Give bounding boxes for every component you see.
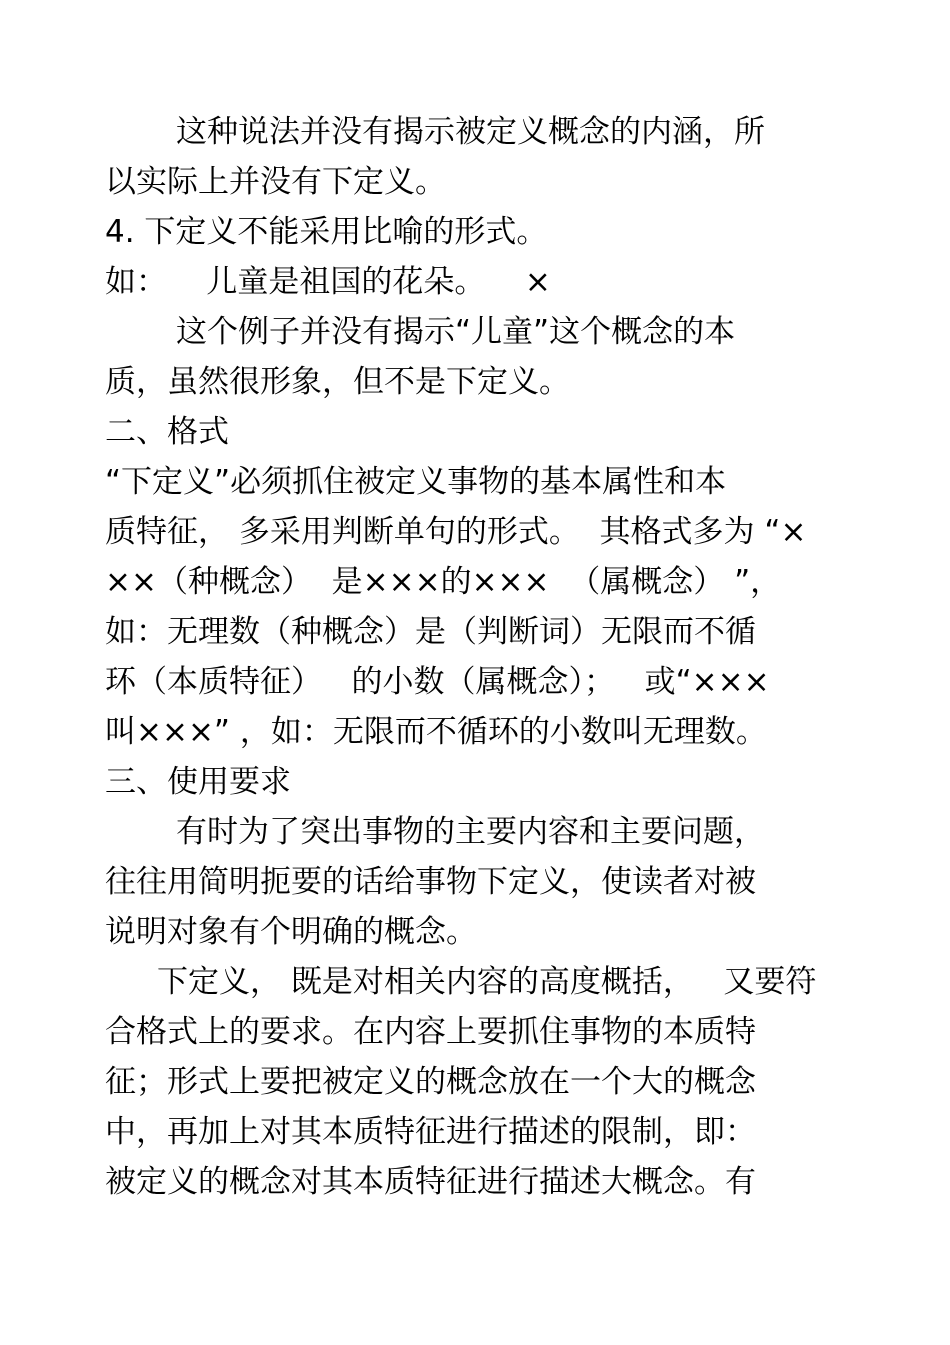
text-line-1: 这种说法并没有揭示被定义概念的内涵，所 (176, 114, 765, 150)
text-line-15: 有时为了突出事物的主要内容和主要问题， (176, 814, 765, 850)
text-line-6: 质，虽然很形象，但不是下定义。 (105, 364, 570, 400)
text-line-11: 如：无理数（种概念）是（判断词）无限而不循 (105, 614, 756, 650)
text-line-20: 征；形式上要把被定义的概念放在一个大的概念 (105, 1064, 756, 1100)
text-line-10: ××（种概念） 是×××的××× （属概念） ”， (105, 564, 782, 600)
section-heading-usage: 三、使用要求 (105, 764, 291, 800)
text-line-4: 如： 儿童是祖国的花朵。 × (105, 264, 551, 300)
text-line-13: 叫×××” ，如：无限而不循环的小数叫无理数。 (105, 714, 767, 750)
text-line-9: 质特征， 多采用判断单句的形式。 其格式多为 “× (105, 514, 807, 550)
text-line-5: 这个例子并没有揭示“儿童”这个概念的本 (176, 314, 736, 350)
text-line-19: 合格式上的要求。在内容上要抓住事物的本质特 (105, 1014, 756, 1050)
text-line-21: 中，再加上对其本质特征进行描述的限制，即： (105, 1114, 756, 1150)
section-heading-format: 二、格式 (105, 414, 229, 450)
text-line-8: “下定义”必须抓住被定义事物的基本属性和本 (105, 464, 727, 500)
text-line-18: 下定义， 既是对相关内容的高度概括， 又要符 (157, 964, 817, 1000)
text-line-22: 被定义的概念对其本质特征进行描述大概念。有 (105, 1164, 756, 1200)
text-line-2: 以实际上并没有下定义。 (105, 164, 446, 200)
text-line-12: 环（本质特征） 的小数（属概念）； 或“××× (105, 664, 770, 700)
text-line-17: 说明对象有个明确的概念。 (105, 914, 477, 950)
text-line-3: 4. 下定义不能采用比喻的形式。 (105, 214, 548, 250)
text-line-16: 往往用简明扼要的话给事物下定义，使读者对被 (105, 864, 756, 900)
